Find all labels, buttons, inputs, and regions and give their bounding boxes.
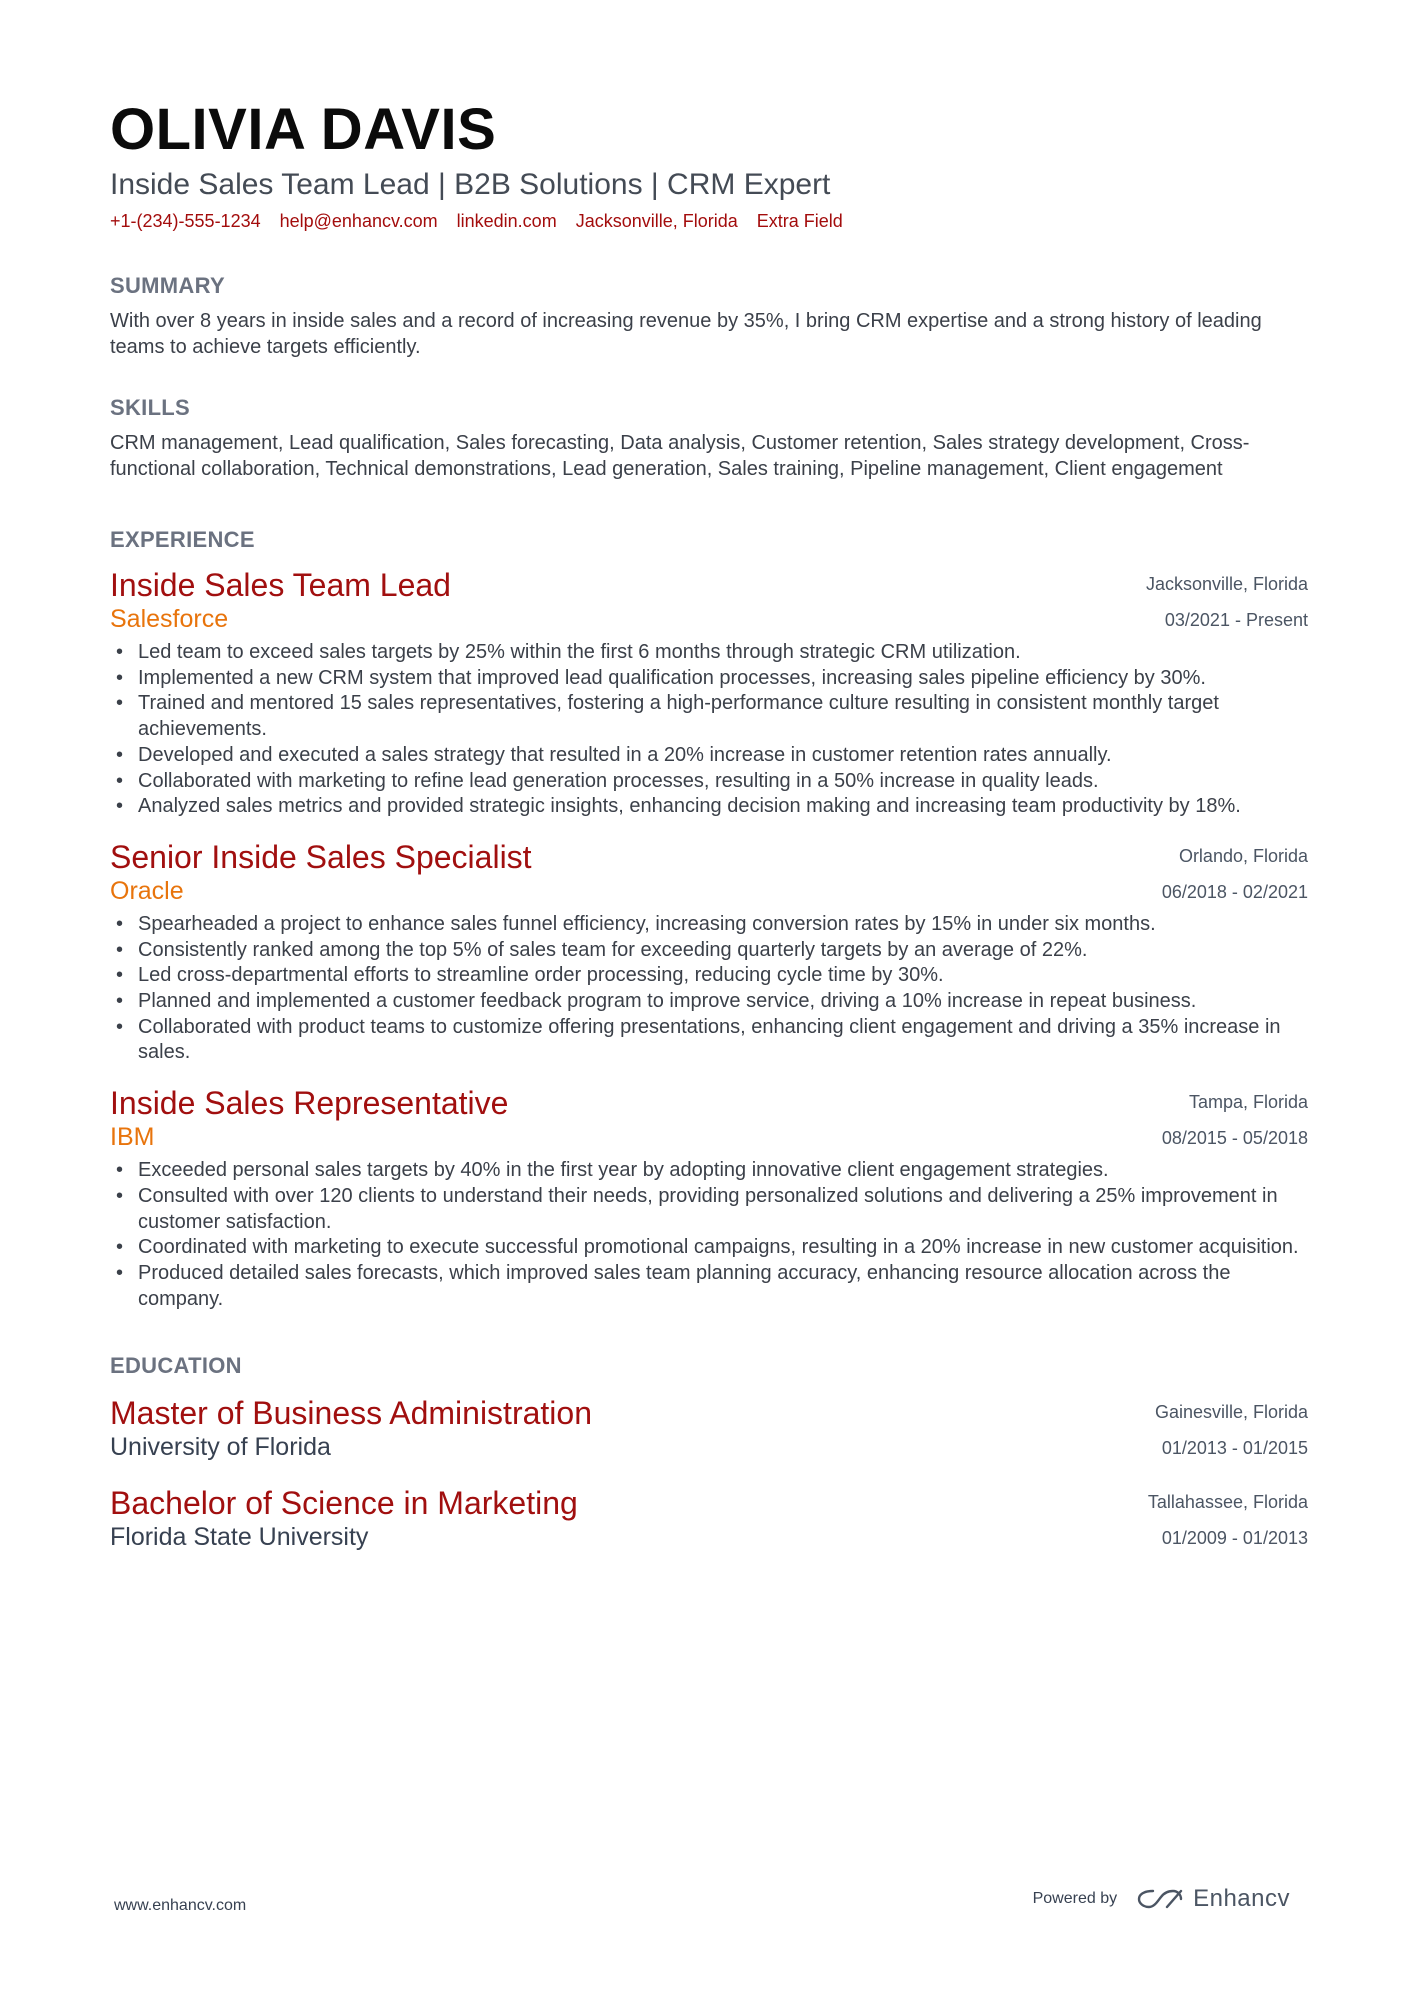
entry-meta — [1155, 1394, 1308, 1466]
email[interactable]: help@enhancv.com — [279, 211, 438, 231]
brand-logo[interactable] — [1137, 1885, 1290, 1913]
brand-name: Enhancv — [1193, 1885, 1290, 1912]
list-item: • Produced detailed sales forecasts, which improved sales team planning accuracy, enhancing resource allocation across the company. — [110, 1261, 1308, 1312]
footer — [114, 1885, 1290, 1925]
section-title: EDUCATION — [110, 1353, 242, 1379]
edu-location: Tallahassee, Florida — [1147, 1492, 1308, 1513]
entry-meta — [1146, 566, 1308, 638]
list-item: • Analyzed sales metrics and provided strategic insights, enhancing decision making and increasing team productivity by 18%. — [110, 794, 1308, 820]
list-item: • Exceeded personal sales targets by 40% in the first year by adopting innovative client engagement strategies. — [110, 1158, 1308, 1184]
skills-text: CRM management, Lead qualification, Sales forecasting, Data analysis, Customer retention, Sales strategy development, Cross-functional collaboration, Technical demonstrations, Lead generation, Sales training, Pipeline management, Client engagement — [110, 432, 1250, 480]
skills-section — [110, 394, 1308, 482]
job-location: Jacksonville, Florida — [1145, 574, 1308, 594]
job-location: Orlando, Florida — [1178, 845, 1308, 866]
experience-entry — [110, 1084, 1308, 1312]
degree: Bachelor of Science in Marketing — [110, 1485, 578, 1522]
company-name: Salesforce — [110, 605, 229, 633]
list-item: • Planned and implemented a customer feedback program to improve service, driving a 10% increase in repeat business. — [110, 989, 1308, 1015]
bullet-list — [110, 1158, 1308, 1312]
bullet-list — [110, 912, 1308, 1066]
linkedin-link[interactable]: linkedin.com — [456, 211, 557, 231]
list-item: • Consistently ranked among the top 5% of sales team for exceeding quarterly targets by an average of 22%. — [110, 938, 1308, 964]
job-dates: 03/2021 - Present — [1164, 610, 1308, 630]
list-item: • Led cross-departmental efforts to streamline order processing, reducing cycle time by 30%. — [110, 963, 1308, 989]
job-dates: 08/2015 - 05/2018 — [1161, 1128, 1308, 1149]
company-name: Oracle — [110, 876, 184, 905]
edu-location: Gainesville, Florida — [1154, 1402, 1308, 1423]
list-item: • Collaborated with product teams to customize offering presentations, enhancing client engagement and driving a 35% increase in sales. — [110, 1015, 1308, 1066]
experience-section — [110, 526, 1308, 1312]
candidate-name: OLIVIA DAVIS — [110, 97, 497, 162]
edu-dates: 01/2009 - 01/2013 — [1161, 1528, 1308, 1549]
edu-dates: 01/2013 - 01/2015 — [1161, 1438, 1308, 1459]
section-title: SKILLS — [110, 395, 191, 420]
job-location: Tampa, Florida — [1188, 1092, 1308, 1113]
company-name: IBM — [110, 1123, 155, 1152]
powered-by-label: Powered by — [1032, 1890, 1118, 1907]
location: Jacksonville, Florida — [575, 211, 738, 231]
list-item: • Collaborated with marketing to refine lead generation processes, resulting in a 50% increase in quality leads. — [110, 769, 1308, 795]
entry-meta — [1148, 1484, 1308, 1556]
experience-entry — [110, 566, 1308, 820]
list-item: • Consulted with over 120 clients to understand their needs, providing personalized solutions and delivering a 25% improvement in customer satisfaction. — [110, 1184, 1308, 1235]
enhancv-logo-icon — [1137, 1887, 1183, 1911]
extra-field: Extra Field — [756, 211, 843, 231]
school: Florida State University — [110, 1523, 369, 1552]
headline: Inside Sales Team Lead | B2B Solutions | CRM Expert — [110, 168, 831, 201]
entry-meta — [1162, 1084, 1308, 1156]
education-section — [110, 1352, 1308, 1552]
bullet-list — [110, 640, 1308, 820]
list-item: • Implemented a new CRM system that improved lead qualification processes, increasing sales pipeline efficiency by 30%. — [110, 666, 1308, 692]
contact-list — [110, 210, 1308, 232]
footer-website-link[interactable]: www.enhancv.com — [114, 1897, 247, 1914]
list-item: • Led team to exceed sales targets by 25% within the first 6 months through strategic CRM utilization. — [110, 640, 1308, 666]
job-title: Inside Sales Team Lead — [110, 567, 451, 603]
school: University of Florida — [110, 1433, 331, 1462]
header — [110, 96, 1308, 232]
education-entry — [110, 1394, 1308, 1462]
resume-page — [110, 96, 1308, 1552]
list-item: • Trained and mentored 15 sales representatives, fostering a high-performance culture resulting in consistent monthly target achievements. — [110, 691, 1308, 742]
summary-section — [110, 272, 1308, 360]
phone[interactable]: +1-(234)-555-1234 — [110, 211, 261, 231]
entry-meta — [1162, 838, 1308, 910]
list-item: • Developed and executed a sales strategy that resulted in a 20% increase in customer retention rates annually. — [110, 743, 1308, 769]
section-title: SUMMARY — [110, 273, 225, 298]
job-title: Senior Inside Sales Specialist — [110, 838, 532, 875]
list-item: • Spearheaded a project to enhance sales funnel efficiency, increasing conversion rates by 15% in under six months. — [110, 912, 1308, 938]
list-item: • Coordinated with marketing to execute successful promotional campaigns, resulting in a 20% increase in new customer acquisition. — [110, 1235, 1308, 1261]
job-dates: 06/2018 - 02/2021 — [1161, 881, 1308, 902]
education-entry — [110, 1484, 1308, 1552]
summary-text: With over 8 years in inside sales and a record of increasing revenue by 35%, I bring CRM expertise and a strong history of leading teams to achieve targets efficiently. — [110, 310, 1262, 358]
footer-branding — [1033, 1885, 1290, 1913]
degree: Master of Business Administration — [110, 1395, 592, 1432]
section-title: EXPERIENCE — [110, 527, 255, 552]
experience-entry — [110, 838, 1308, 1066]
job-title: Inside Sales Representative — [110, 1085, 509, 1122]
